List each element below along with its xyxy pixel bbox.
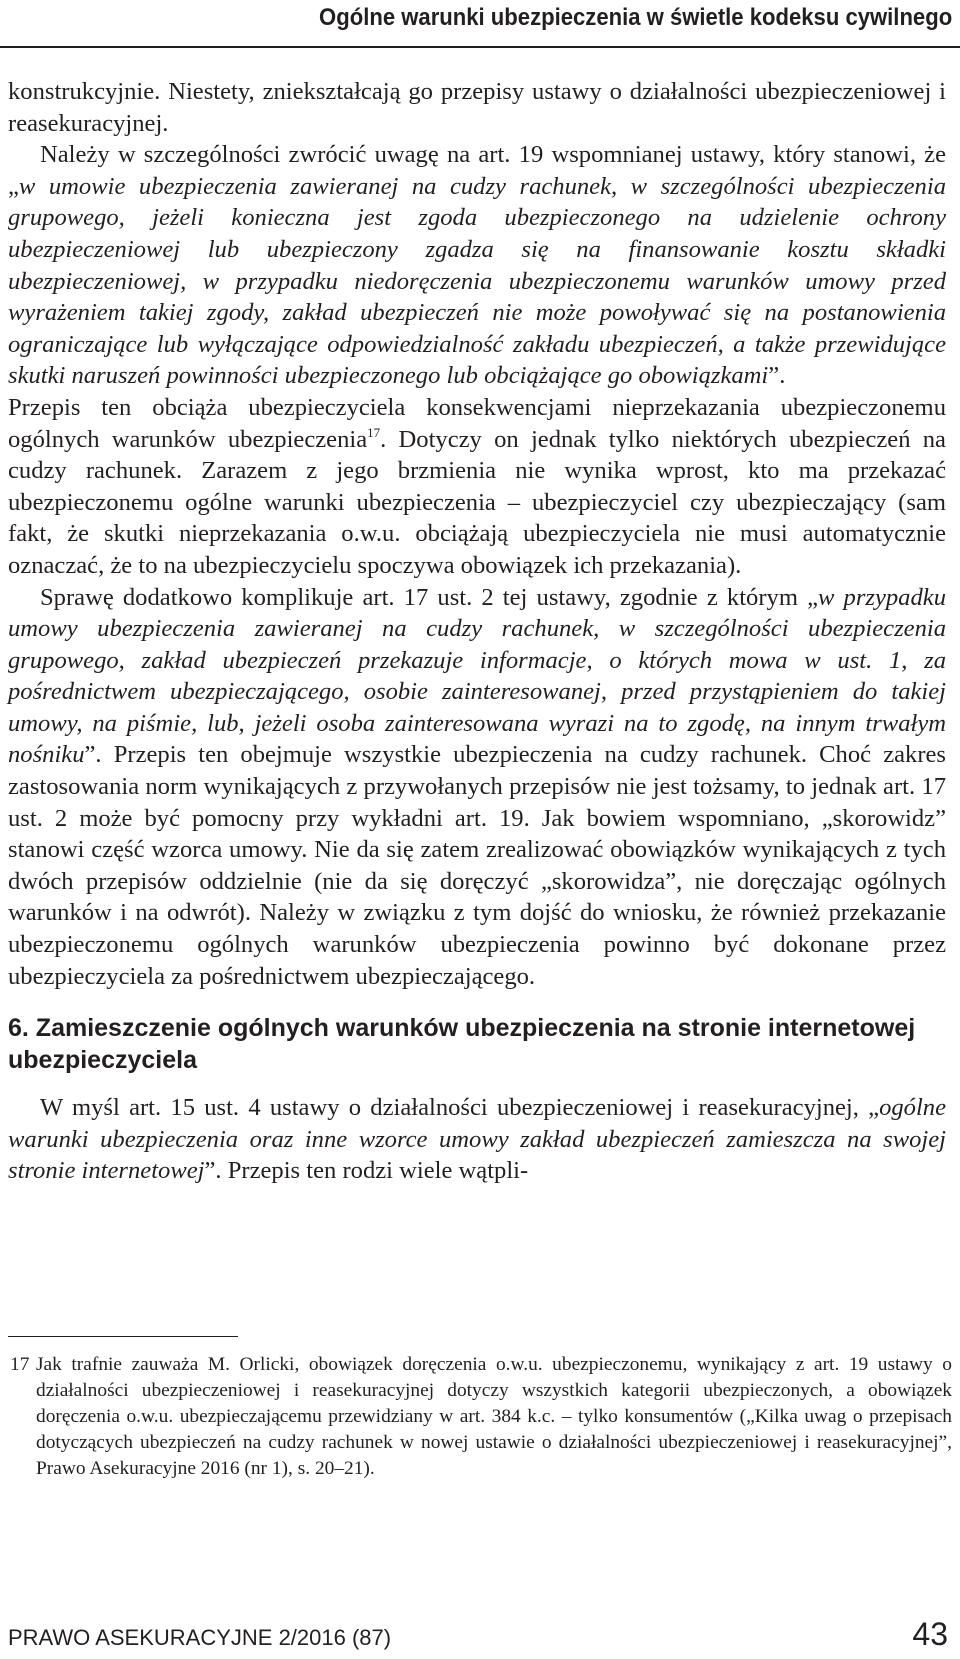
footnote-17: [8, 1352, 952, 1482]
paragraph-3-text-b: . Dotyczy on jednak tylko niektórych ubezpieczeń na cudzy rachunek. Zarazem z jego brzmienia nie wynika wprost, kto ma przekazać ubezpieczonemu ogólne warunki ubezpieczenia – ubezpieczyciel czy ubezpieczający (sam fakt, że skutki nieprzekazania o.w.u. obciążają ubezpieczyciela nie musi automatycznie oznaczać, że to na ubezpieczycielu spoczywa obowiązek ich przekazania).: [8, 425, 946, 579]
paragraph-5-intro: W myśl art. 15 ust. 4 ustawy o działalności ubezpieczeniowej i reasekuracyjnej, „: [40, 1094, 880, 1122]
paragraph-2-intro: Należy w szczególności zwrócić uwagę na art. 19 wspomnianej ustawy, który stanowi, że „: [8, 141, 946, 200]
paragraph-2: [8, 139, 946, 392]
running-header-title: Ogólne warunki ubezpieczenia w świetle kodeksu cywilnego: [318, 4, 952, 31]
paragraph-4: [8, 582, 946, 993]
paragraph-3-text-a: Przepis ten obciąża ubezpieczyciela konsekwencjami nieprzekazania ubezpieczonemu ogólnych warunków ubezpieczenia: [8, 393, 946, 453]
paragraph-5: [8, 1092, 946, 1187]
paragraph-2-quote: w umowie ubezpieczenia zawieranej na cudzy rachunek, w szczególności ubezpieczenia grupowego, jeżeli konieczna jest zgoda ubezpieczonego na udzielenie ochrony ubezpieczeniowej lub ubezpieczony zgadza się na finansowanie kosztu składki ubezpieczeniowej, w przypadku niedoręczenia ubezpieczonemu warunków umowy przed wyrażeniem takiej zgody, zakład ubezpieczeń nie może powoływać się na postanowienia ograniczające lub wyłączające odpowiedzialność zakładu ubezpieczeń, a także przewidujące skutki naruszeń powinności ubezpieczonego lub obciążające go obowiązkami: [8, 172, 946, 390]
paragraph-4-quote: w przypadku umowy ubezpieczenia zawieranej na cudzy rachunek, w szczególności ubezpieczenia grupowego, zakład ubezpieczeń przekazuje informacje, o których mowa w ust. 1, za pośrednictwem ubezpieczającego, osobie zainteresowanej, przed przystąpieniem do takiej umowy, na piśmie, lub, jeżeli osoba zainteresowana wyrazi na to zgodę, na innym trwałym nośniku: [8, 583, 946, 769]
footnote-number: 17: [10, 1354, 30, 1375]
page-number: 43: [912, 1616, 948, 1652]
paragraph-1-text: konstrukcyjnie. Niestety, zniekształcają go przepisy ustawy o działalności ubezpieczeniowej i reasekuracyjnej.: [8, 78, 946, 137]
body-text: [8, 76, 946, 1187]
footnote-reference[interactable]: 17: [367, 424, 381, 440]
paragraph-3: [8, 392, 946, 582]
paragraph-4-rest: ”. Przepis ten obejmuje wszystkie ubezpieczenia na cudzy rachunek. Choć zakres zastosowania norm wynikających z przywołanych przepisów nie jest tożsamy, to jednak art. 17 ust. 2 może być pomocny przy wykładni art. 19. Jak bowiem wspomniano, „skorowidz” stanowi część wzorca umowy. Nie da się zatem zrealizować obowiązków wynikających z tych dwóch przepisów oddzielnie (nie da się doręczyć „skorowidza”, nie doręczając ogólnych warunków i na odwrót). Należy w związku z tym dojść do wniosku, że również przekazanie ubezpieczonemu ogólnych warunków ubezpieczenia powinno być dokonane przez ubezpieczyciela za pośrednictwem ubezpieczającego.: [8, 741, 946, 990]
paragraph-4-intro: Sprawę dodatkowo komplikuje art. 17 ust. 2 tej ustawy, zgodnie z którym „: [40, 583, 818, 611]
section-heading: 6. Zamieszczenie ogólnych warunków ubezpieczenia na stronie internetowej ubezpieczyciela: [8, 1014, 916, 1075]
header-rule: [0, 46, 960, 48]
footer-journal-name: PRAWO ASEKURACYJNE 2/2016 (87): [8, 1625, 392, 1650]
paragraph-5-rest: ”. Przepis ten rodzi wiele wątpli-: [204, 1157, 529, 1185]
footnote-text: Jak trafnie zauważa M. Orlicki, obowiązek doręczenia o.w.u. ubezpieczonemu, wynikający z art. 19 ustawy o działalności ubezpieczeniowej i reasekuracyjnej dotyczy wszystkich kategorii ubezpieczonych, a obowiązek doręczenia o.w.u. ubezpieczającemu przewidziany w art. 384 k.c. – tylko konsumentów („Kilka uwag o przepisach dotyczących ubezpieczeń na cudzy rachunek w nowej ustawie o działalności ubezpieczeniowej i reasekuracyjnej”, Prawo Asekuracyjne 2016 (nr 1), s. 20–21).: [36, 1354, 952, 1479]
paragraph-2-quote-end: ”.: [768, 362, 786, 390]
paragraph-1: [8, 76, 946, 139]
paragraph-5-quote: ogólne warunki ubezpieczenia oraz inne wzorce umowy zakład ubezpieczeń zamieszcza na swojej stronie internetowej: [8, 1094, 946, 1185]
footnote-separator: [8, 1336, 238, 1337]
